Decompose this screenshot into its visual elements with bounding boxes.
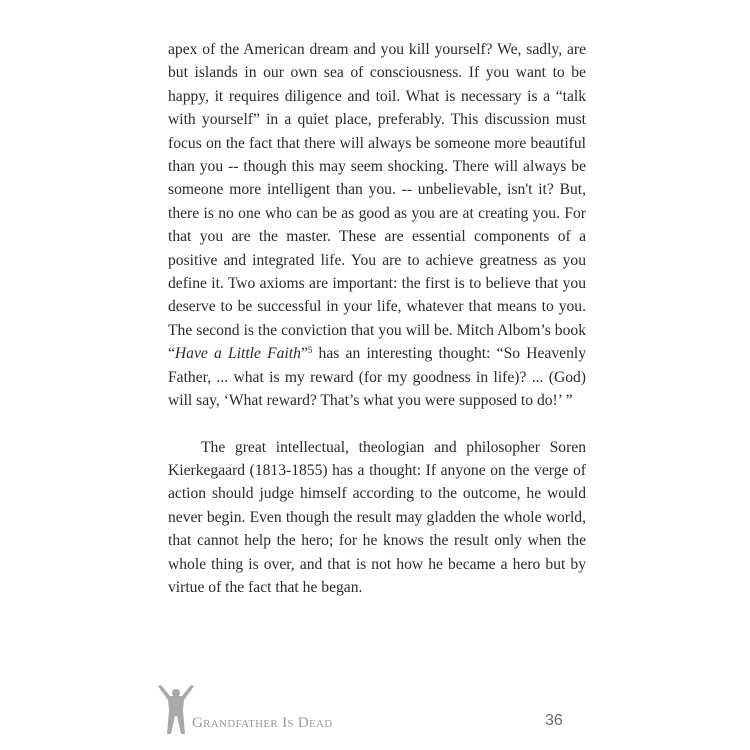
footnote-marker: 5 [307, 345, 313, 356]
closing-quote: ” [300, 345, 308, 363]
body-text [168, 38, 586, 599]
paragraph-1 [168, 38, 586, 413]
running-footer-title: Grandfather Is Dead [192, 715, 333, 731]
raised-arms-figure-icon [156, 684, 196, 736]
paragraph-2: The great intellectual, theologian and philosopher Soren Kierkegaard (1813-1855) has a thought: If anyone on the verge of action should judge himself according to the outcome, he would never begin. Even though the result may gladden the whole world, that cannot help the hero; for he knows the result only when the whole thing is over, and that is not how he became a hero but by virtue of the fact that he began. [168, 438, 586, 596]
page-number: 36 [545, 712, 563, 729]
paragraph-1-text: apex of the American dream and you kill yourself? We, sadly, are but islands in our own sea of consciousness. If you want to be happy, it requires diligence and toil. What is necessary is a “talk with yourself” in a quiet place, preferably. This discussion must focus on the fact that there will always be someone more beautiful than you -- though this may seem shocking. There will always be someone more intelligent than you. -- unbelievable, isn't it? But, there is no one who can be as good as you are at creating you. For that you are the master. These are essential components of a positive and integrated life. You are to achieve greatness as you define it. Two axioms are important: the first is to believe that you deserve to be successful in your life, whatever that means to you. The second is the conviction that you will be. Mitch Albom’s book “ [168, 41, 586, 363]
paragraph-1-quote: has an interesting thought: “So Heavenly Father, ... what is my reward (for my goodness in life)? ... (God) will say, ‘What reward? That’s what you were supposed to do!’ ” [168, 345, 587, 410]
book-title-italic: Have a Little Faith [174, 345, 301, 363]
